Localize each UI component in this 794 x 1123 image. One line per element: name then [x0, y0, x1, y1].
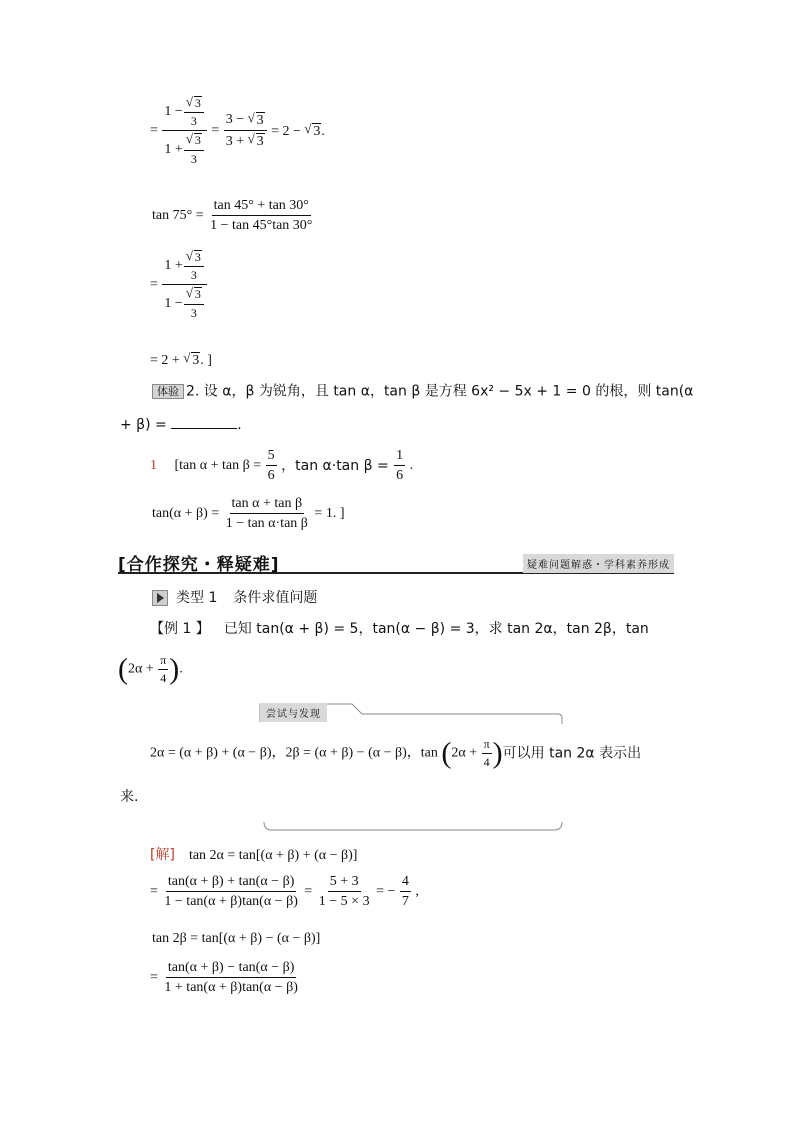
- try-text-a: 2α = (α + β) + (α − β)，2β = (α + β) − (α − β)，tan: [150, 745, 438, 761]
- answer-blank[interactable]: [171, 416, 237, 429]
- expr-2alpha: 2α +: [128, 661, 158, 677]
- try-text-line1: [150, 738, 641, 769]
- numerator: 4: [400, 874, 411, 892]
- denominator: 4: [483, 755, 490, 770]
- type-label: 类型 1: [176, 590, 218, 606]
- denominator-three: 3: [190, 268, 197, 283]
- example-label: 【例 1 】: [150, 621, 210, 637]
- denominator-three: 3: [190, 305, 197, 320]
- comma: ,: [415, 883, 419, 899]
- equals-sign: =: [150, 122, 158, 138]
- equals-minus: = −: [376, 883, 396, 899]
- left-paren: (: [441, 736, 452, 770]
- answer-part2-tail: .: [409, 457, 414, 473]
- numerator: 5 + 3: [328, 874, 361, 892]
- denominator: 6: [267, 468, 275, 484]
- denominator: 7: [401, 894, 409, 910]
- answer-line2: [152, 496, 344, 532]
- numerator: tan α + tan β: [230, 496, 305, 514]
- solution-line3: tan 2β = tan[(α + β) − (α − β)]: [152, 931, 321, 946]
- denominator: 6: [396, 468, 404, 484]
- tiyan-badge: 体验: [152, 384, 184, 399]
- tiyan-tail: .: [237, 417, 242, 433]
- answer-value: 1: [150, 457, 157, 473]
- denominator-three: 3: [190, 151, 197, 166]
- fraction-second: [224, 112, 267, 150]
- result-text: = 2 −: [271, 123, 305, 139]
- equals-sign: =: [150, 883, 158, 899]
- sqrt-radicand: 3: [256, 112, 264, 128]
- answer-line1: [150, 448, 413, 484]
- tan-sum-fraction: [224, 496, 310, 532]
- answer-lhs: tan(α + β) =: [152, 505, 223, 521]
- right-paren: ): [492, 736, 503, 770]
- sqrt3-over-3: [184, 287, 204, 319]
- solution-line1-text: tan 2α = tan[(α + β) + (α − β)]: [188, 848, 358, 863]
- fraction-1-6: [394, 448, 405, 484]
- tan75-denominator: 1 − tan 45°tan 30°: [210, 218, 313, 234]
- solution-line1: [150, 848, 357, 863]
- try-text-b: 2α +: [451, 745, 481, 761]
- example1-text: [150, 622, 649, 636]
- numerator: π: [158, 654, 168, 670]
- fraction-5-6: [266, 448, 277, 484]
- sqrt-radicand: 3: [256, 134, 264, 150]
- sqrt-radicand: 3: [194, 287, 201, 302]
- sqrt-radicand: 3: [313, 123, 321, 139]
- right-paren: ): [169, 652, 180, 686]
- solution-line4: [150, 960, 301, 996]
- equation-tan75: [152, 198, 315, 234]
- fraction-tan-sum: [162, 874, 299, 910]
- numerator: tan(α + β) − tan(α − β): [166, 960, 296, 978]
- answer-part1: [tan α + tan β =: [174, 457, 265, 473]
- sqrt-radicand: 3: [194, 250, 201, 264]
- equals-sign: =: [150, 276, 158, 292]
- numerator-text: 3 −: [225, 112, 245, 128]
- result-text: = 2 +: [150, 353, 184, 368]
- section-tag: 疑难问题解惑・学科素养形成: [523, 554, 674, 573]
- result-tail: .: [321, 123, 325, 139]
- denominator: 1 + tan(α + β)tan(α − β): [164, 980, 298, 996]
- try-box-tag: 尝试与发现: [260, 703, 327, 722]
- tiyan-question-line2: [120, 416, 242, 432]
- left-paren: (: [118, 652, 128, 686]
- type-heading: [152, 590, 317, 606]
- equals-sign: =: [304, 883, 313, 899]
- type-title: 条件求值问题: [233, 590, 318, 606]
- try-text-line2: 来.: [120, 789, 139, 805]
- numerator: π: [482, 738, 492, 754]
- sqrt3-over-3: [184, 133, 204, 165]
- answer-tail: = 1. ]: [314, 505, 345, 521]
- denominator: 4: [160, 671, 167, 686]
- play-icon: [152, 590, 168, 606]
- numerator: tan(α + β) + tan(α − β): [166, 874, 296, 892]
- answer-part2: ，tan α·tan β =: [281, 457, 394, 474]
- example-tail: .: [179, 661, 183, 677]
- sqrt-radicand: 3: [192, 353, 200, 368]
- tan75-numerator: tan 45° + tan 30°: [212, 198, 311, 216]
- one-minus: 1 −: [164, 104, 183, 120]
- example-text: 已知 tan(α + β) = 5，tan(α − β) = 3，求 tan 2α，tan 2β，tan: [223, 621, 649, 637]
- fraction-result: [400, 874, 411, 910]
- try-text-c: 可以用 tan 2α 表示出: [502, 745, 642, 762]
- tiyan-question-text-2: + β) =: [120, 417, 172, 433]
- denominator: 1 − tan(α + β)tan(α − β): [164, 894, 298, 910]
- numerator: 5: [266, 448, 277, 466]
- pi-over-4: [158, 654, 168, 685]
- solution-label: [解]: [150, 847, 175, 863]
- fraction-main: [162, 250, 206, 320]
- equation-tan75-step: [150, 250, 208, 320]
- equals-sign: =: [150, 969, 158, 985]
- fraction-numeric: [317, 874, 372, 910]
- denominator: 1 − tan α·tan β: [225, 516, 308, 532]
- one-plus: 1 +: [164, 258, 183, 274]
- denominator: 1 − 5 × 3: [318, 894, 370, 910]
- denominator-text: 3 +: [225, 133, 245, 149]
- equation-tan75-result: [150, 352, 212, 368]
- one-minus: 1 −: [164, 295, 183, 311]
- numerator: 1: [394, 448, 405, 466]
- result-tail: . ]: [200, 353, 212, 368]
- tiyan-question: [152, 384, 693, 399]
- example1-tail: [118, 654, 183, 685]
- sqrt3-over-3: [184, 96, 204, 128]
- tan75-fraction: [208, 198, 314, 234]
- tan75-label: tan 75° =: [152, 207, 208, 223]
- sqrt3-over-3: [184, 250, 204, 282]
- pi-over-4: [482, 738, 492, 769]
- solution-line2: [150, 874, 419, 910]
- tiyan-question-text: 2. 设 α，β 为锐角，且 tan α，tan β 是方程 6x² − 5x + 1 = 0 的根，则 tan(α: [186, 383, 694, 400]
- section-title: [合作探究・释疑难]: [118, 555, 280, 575]
- one-plus: 1 +: [164, 141, 183, 157]
- fraction-tan-diff: [162, 960, 299, 996]
- fraction-main: [162, 96, 206, 166]
- equals-sign: =: [211, 122, 220, 138]
- equation-tan15-result: [150, 96, 325, 166]
- sqrt-radicand: 3: [194, 133, 201, 148]
- denominator-three: 3: [190, 114, 197, 129]
- sqrt-radicand: 3: [194, 96, 201, 110]
